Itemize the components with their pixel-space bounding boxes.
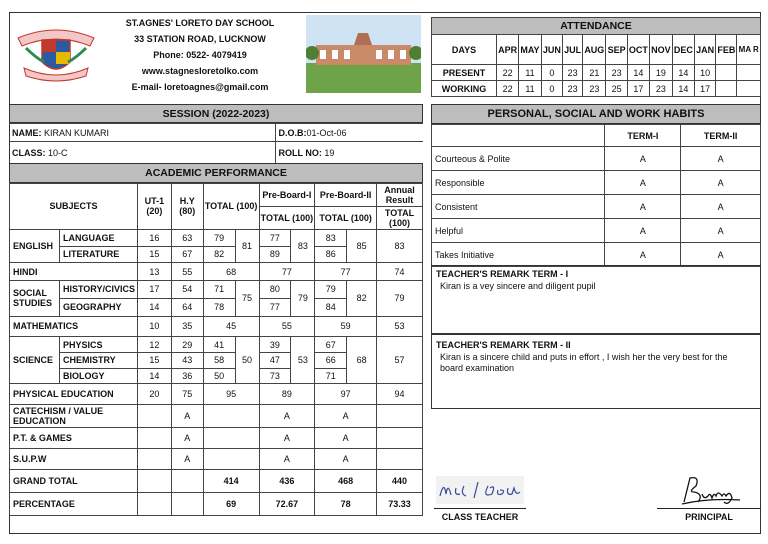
month-header: AUG [583,35,606,65]
attendance-cell: 11 [519,65,541,81]
name-label: NAME: [12,127,42,138]
preboard1-total-header: TOTAL (100) [259,206,315,229]
score-cell: 64 [171,298,203,316]
attendance-cell [737,65,761,81]
table-row [10,229,423,246]
class-label: CLASS: [12,147,46,158]
remark-term1-title: TEACHER'S REMARK TERM - I [436,269,569,279]
score-cell [203,428,259,449]
table-row [10,384,423,405]
subject-supw: S.U.P.W [10,449,138,470]
student-class: 10-C [48,147,68,158]
school-info [100,15,300,95]
attendance-cell: 23 [606,65,627,81]
subsubject-history: HISTORY/CIVICS [59,281,137,299]
score-cell [137,492,171,515]
academic-header: ACADEMIC PERFORMANCE [9,163,423,183]
student-name: KIRAN KUMARI [44,127,110,138]
score-cell [137,428,171,449]
school-phone: Phone: 0522- 4079419 [153,50,247,60]
habit-row [432,147,761,171]
score-cell: 57 [377,337,423,384]
habit-label: Responsible [432,171,605,195]
habit-grade: A [605,147,681,171]
score-cell: 58 [203,353,235,369]
annual-total-header: TOTAL (100) [377,206,423,229]
score-cell: 414 [203,469,259,492]
score-cell [171,469,203,492]
habits-table [431,124,761,266]
habit-grade: A [681,171,761,195]
percentage-label: PERCENTAGE [10,492,138,515]
attendance-cell: 0 [541,81,562,97]
working-label: WORKING [432,81,497,97]
table-row [10,492,423,515]
table-row [10,405,423,428]
score-cell: 69 [203,492,259,515]
school-address: 33 STATION ROAD, LUCKNOW [134,34,266,44]
table-row [10,263,423,281]
attendance-cell [716,65,737,81]
student-roll: 19 [324,147,335,158]
score-cell: 43 [171,353,203,369]
attendance-cell: 22 [497,65,519,81]
month-header: JUL [562,35,582,65]
score-cell: 29 [171,337,203,353]
attendance-cell: 19 [649,65,672,81]
principal-line [657,508,761,509]
attendance-cell: 23 [649,81,672,97]
score-cell: A [259,428,315,449]
month-header: FEB [716,35,737,65]
score-cell: 77 [315,263,377,281]
score-cell: 94 [377,384,423,405]
annual-header: Annual Result [377,184,423,207]
school-name: ST.AGNES' LORETO DAY SCHOOL [125,18,275,28]
score-cell: 77 [259,229,291,246]
habit-grade: A [681,147,761,171]
score-cell: 74 [377,263,423,281]
remark-term1 [431,265,761,334]
score-cell: 41 [203,337,235,353]
hy-header: H.Y (80) [171,184,203,230]
class-teacher-signature [434,474,526,508]
score-cell: 17 [137,281,171,299]
score-cell [137,449,171,470]
attendance-cell: 0 [541,65,562,81]
subsubject-biology: BIOLOGY [59,368,137,384]
score-cell: 83 [291,229,315,262]
score-cell: 54 [171,281,203,299]
habit-label: Consistent [432,195,605,219]
remark-term2-text: Kiran is a sincere child and puts in effort , I wish her the very best for the board examination [440,352,728,373]
score-cell: 71 [203,281,235,299]
score-cell: 13 [137,263,171,281]
score-cell: 83 [315,229,347,246]
attendance-cell [737,81,761,97]
score-cell: 468 [315,469,377,492]
score-cell: 15 [137,353,171,369]
habit-grade: A [681,243,761,267]
table-row [10,281,423,299]
score-cell: 59 [315,316,377,337]
principal-label: PRINCIPAL [685,512,733,522]
ut1-header: UT-1 (20) [137,184,171,230]
score-cell: 68 [203,263,259,281]
school-email[interactable]: E-mail- loretoagnes@gmail.com [131,82,269,92]
subject-social-studies: SOCIAL STUDIES [10,281,60,316]
school-website[interactable]: www.stagnesloretolko.com [141,66,259,76]
score-cell: A [259,449,315,470]
subject-science: SCIENCE [10,337,60,384]
preboard1-header: Pre-Board-I [259,184,315,207]
habits-header: PERSONAL, SOCIAL AND WORK HABITS [431,104,761,124]
score-cell: A [171,428,203,449]
score-cell: 67 [315,337,347,353]
score-cell: 66 [315,353,347,369]
score-cell: 75 [235,281,259,316]
score-cell: 440 [377,469,423,492]
month-header: MA R [737,35,761,65]
remark-term2-title: TEACHER'S REMARK TERM - II [436,340,571,350]
subject-pt-games: P.T. & GAMES [10,428,138,449]
attendance-cell: 21 [583,65,606,81]
score-cell: 67 [171,246,203,263]
attendance-cell: 25 [606,81,627,97]
roll-label: ROLL NO: [278,147,322,158]
score-cell: 79 [203,229,235,246]
score-cell: 63 [171,229,203,246]
month-header: JAN [694,35,715,65]
attendance-title: ATTENDANCE [432,18,761,35]
attendance-cell: 23 [562,65,582,81]
score-cell: 55 [259,316,315,337]
score-cell: 14 [137,298,171,316]
score-cell: 68 [347,337,377,384]
score-cell: 50 [235,337,259,384]
score-cell: 75 [171,384,203,405]
term2-header: TERM-II [681,125,761,147]
score-cell: 82 [347,281,377,316]
habit-grade: A [681,219,761,243]
month-header: APR [497,35,519,65]
principal-signature [678,472,744,508]
score-cell: 82 [203,246,235,263]
habit-row [432,195,761,219]
score-cell: 89 [259,246,291,263]
score-cell: 45 [203,316,259,337]
table-row [10,428,423,449]
habits-blank-header [432,125,605,147]
score-cell: 83 [377,229,423,262]
score-cell: A [315,428,377,449]
score-cell [377,449,423,470]
subsubject-chemistry: CHEMISTRY [59,353,137,369]
attendance-cell: 17 [627,81,649,97]
dob-label: D.O.B: [278,127,307,138]
attendance-cell: 17 [694,81,715,97]
table-row [10,469,423,492]
score-cell: 84 [315,298,347,316]
score-cell: 20 [137,384,171,405]
habit-grade: A [605,195,681,219]
subject-catechism: CATECHISM / VALUE EDUCATION [10,405,138,428]
habit-grade: A [681,195,761,219]
habit-row [432,171,761,195]
table-row [10,337,423,353]
score-cell [171,492,203,515]
attendance-cell: 23 [562,81,582,97]
score-cell: 81 [235,229,259,262]
score-cell [203,405,259,428]
score-cell: 73 [259,368,291,384]
habit-grade: A [605,171,681,195]
month-header: NOV [649,35,672,65]
score-cell [377,428,423,449]
remark-term1-text: Kiran is a vey sincere and diligent pupil [440,281,596,291]
score-cell: 97 [315,384,377,405]
score-cell: 14 [137,368,171,384]
score-cell: A [259,405,315,428]
attendance-cell: 14 [672,65,694,81]
habit-label: Courteous & Polite [432,147,605,171]
score-cell: 50 [203,368,235,384]
score-cell: 86 [315,246,347,263]
score-cell: 79 [377,281,423,316]
score-cell: 80 [259,281,291,299]
score-cell [137,405,171,428]
subsubject-geography: GEOGRAPHY [59,298,137,316]
score-cell: 72.67 [259,492,315,515]
score-cell: 35 [171,316,203,337]
score-cell: 78 [315,492,377,515]
school-photo [306,15,421,93]
score-cell: 71 [315,368,347,384]
attendance-table [431,17,761,96]
student-info [9,123,423,163]
attendance-cell: 14 [672,81,694,97]
score-cell: 55 [171,263,203,281]
habit-row [432,219,761,243]
attendance-cell: 23 [583,81,606,97]
term1-header: TERM-I [605,125,681,147]
preboard2-header: Pre-Board-II [315,184,377,207]
month-header: OCT [627,35,649,65]
score-cell: 77 [259,263,315,281]
total-header: TOTAL (100) [203,184,259,230]
table-row [10,316,423,337]
subject-mathematics: MATHEMATICS [10,316,138,337]
days-header: DAYS [432,35,497,65]
score-cell: 47 [259,353,291,369]
attendance-cell: 10 [694,65,715,81]
attendance-cell [716,81,737,97]
score-cell: 79 [315,281,347,299]
score-cell: A [171,405,203,428]
subjects-header: SUBJECTS [10,184,138,230]
score-cell: A [171,449,203,470]
present-label: PRESENT [432,65,497,81]
grand-total-label: GRAND TOTAL [10,469,138,492]
score-cell [137,469,171,492]
month-header: MAY [519,35,541,65]
score-cell [203,449,259,470]
month-header: SEP [606,35,627,65]
score-cell: 39 [259,337,291,353]
habit-row [432,243,761,267]
score-cell: 95 [203,384,259,405]
remark-term2 [431,334,761,409]
habit-grade: A [605,219,681,243]
table-row [10,449,423,470]
preboard2-total-header: TOTAL (100) [315,206,377,229]
score-cell: 12 [137,337,171,353]
subsubject-physics: PHYSICS [59,337,137,353]
score-cell: 77 [259,298,291,316]
score-cell [377,405,423,428]
attendance-cell: 14 [627,65,649,81]
score-cell: 53 [291,337,315,384]
score-cell: 79 [291,281,315,316]
attendance-cell: 11 [519,81,541,97]
subject-english: ENGLISH [10,229,60,262]
score-cell: 85 [347,229,377,262]
class-teacher-line [434,508,526,509]
subsubject-language: LANGUAGE [59,229,137,246]
subject-physical-education: PHYSICAL EDUCATION [10,384,138,405]
score-cell: 73.33 [377,492,423,515]
score-cell: A [315,405,377,428]
score-cell: A [315,449,377,470]
score-cell: 53 [377,316,423,337]
subject-hindi: HINDI [10,263,138,281]
subsubject-literature: LITERATURE [59,246,137,263]
habit-grade: A [605,243,681,267]
habit-label: Helpful [432,219,605,243]
session-header: SESSION (2022-2023) [9,104,423,123]
student-dob: 01-Oct-06 [306,127,347,138]
score-cell: 36 [171,368,203,384]
score-cell: 16 [137,229,171,246]
school-logo [14,22,98,84]
habit-label: Takes Initiative [432,243,605,267]
score-cell: 436 [259,469,315,492]
month-header: JUN [541,35,562,65]
class-teacher-label: CLASS TEACHER [441,512,519,522]
academic-table [9,183,423,516]
attendance-cell: 22 [497,81,519,97]
score-cell: 10 [137,316,171,337]
score-cell: 89 [259,384,315,405]
score-cell: 78 [203,298,235,316]
month-header: DEC [672,35,694,65]
score-cell: 15 [137,246,171,263]
